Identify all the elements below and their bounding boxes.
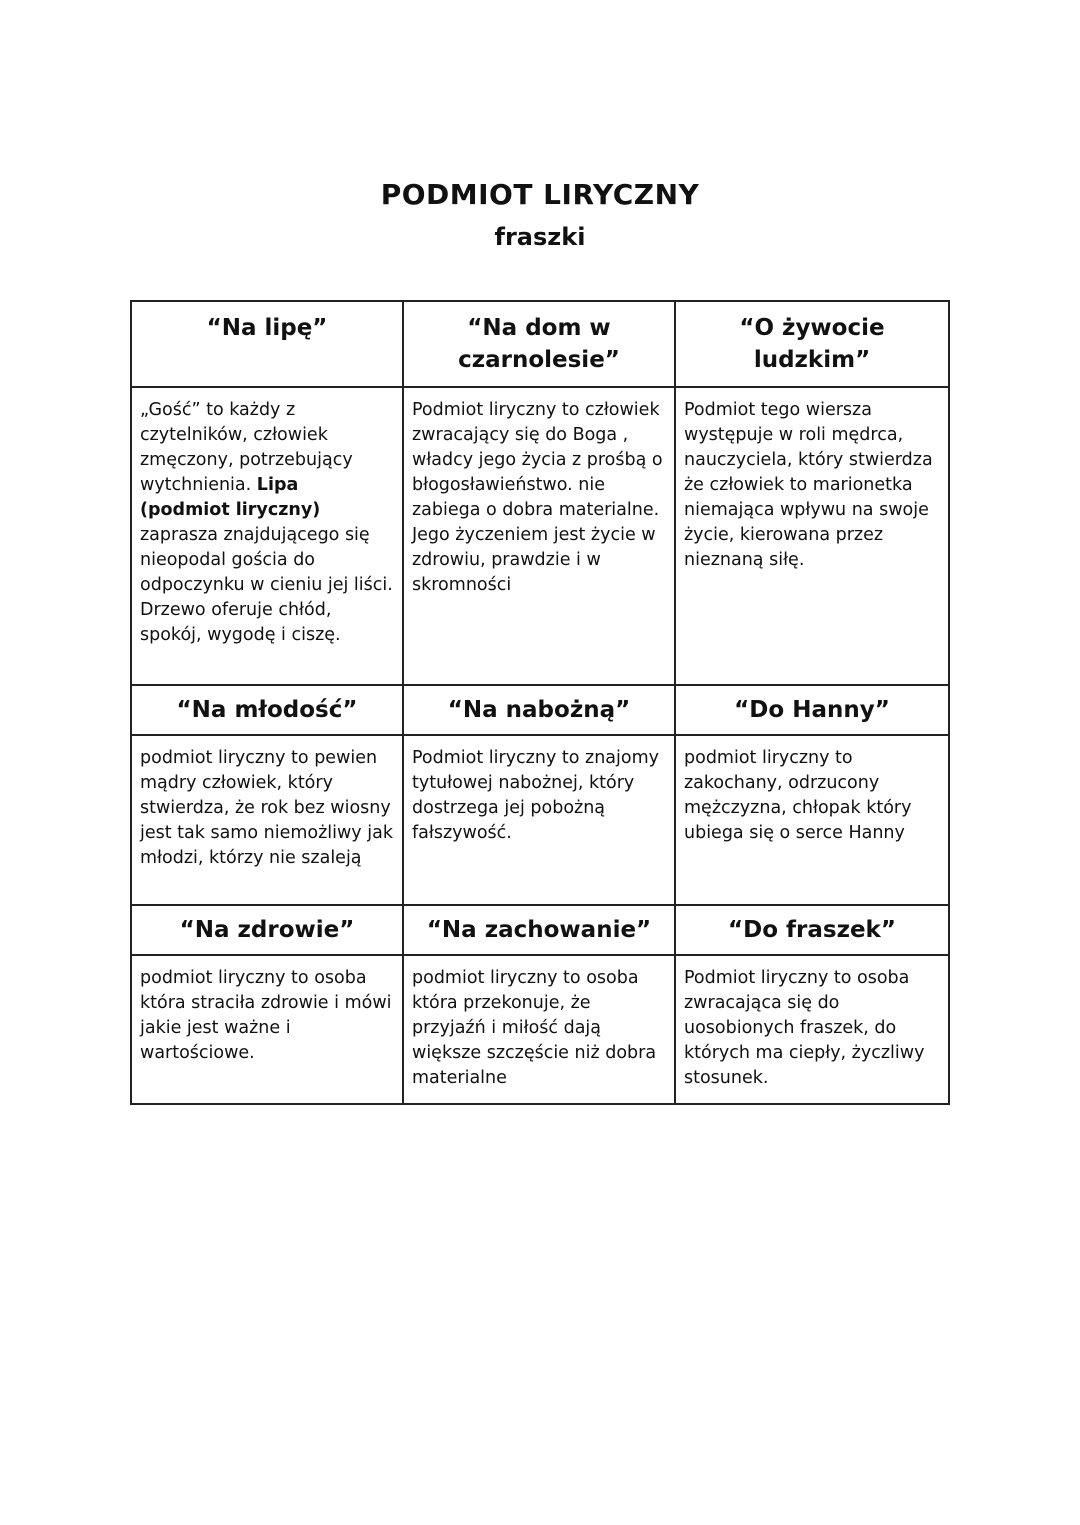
cell-text-na-dom-w-czarnolesie: Podmiot liryczny to człowiek zwracający się do Boga , władcy jego życia z prośbą o błogosławieństwo. nie zabiega o dobra materialne. Jego życzeniem jest życie w zdrowiu, prawdzie i w skromności <box>403 387 675 685</box>
cell-text-na-lipe <box>131 387 403 685</box>
table-row <box>131 685 949 735</box>
cell-text-do-hanny: podmiot liryczny to zakochany, odrzucony mężczyzna, chłopak który ubiega się o serce Hanny <box>675 735 949 905</box>
cell-heading-do-hanny: “Do Hanny” <box>675 685 949 735</box>
fraszki-table <box>130 300 950 1105</box>
table-row <box>131 905 949 955</box>
page-title: PODMIOT LIRYCZNY <box>380 178 700 211</box>
cell-heading-na-zachowanie: “Na zachowanie” <box>403 905 675 955</box>
cell-text-part: zaprasza znajdującego się nieopodal gościa do odpoczynku w cieniu jej liści. Drzewo oferuje chłód, spokój, wygodę i ciszę. <box>140 525 393 645</box>
cell-text-na-zachowanie: podmiot liryczny to osoba która przekonuje, że przyjaźń i miłość dają większe szczęście niż dobra materialne <box>403 955 675 1104</box>
page-subtitle: fraszki <box>494 223 586 251</box>
table-row <box>131 735 949 905</box>
cell-heading-na-nabozna: “Na nabożną” <box>403 685 675 735</box>
cell-text-na-zdrowie: podmiot liryczny to osoba która straciła zdrowie i mówi jakie jest ważne i wartościowe. <box>131 955 403 1104</box>
cell-text-na-nabozna: Podmiot liryczny to znajomy tytułowej nabożnej, który dostrzega jej pobożną fałszywość. <box>403 735 675 905</box>
table-row <box>131 387 949 685</box>
cell-text-bold: Lipa (podmiot liryczny) <box>140 475 321 520</box>
cell-heading-do-fraszek: “Do fraszek” <box>675 905 949 955</box>
cell-heading-na-dom-w-czarnolesie: “Na dom w czarnolesie” <box>403 301 675 387</box>
cell-text-part: „Gość” to każdy z czytelników, człowiek zmęczony, potrzebujący wytchnienia. <box>140 400 353 495</box>
cell-heading-na-zdrowie: “Na zdrowie” <box>131 905 403 955</box>
cell-heading-na-mlodosc: “Na młodość” <box>131 685 403 735</box>
cell-text-o-zywocie-ludzkim: Podmiot tego wiersza występuje w roli mędrca, nauczyciela, który stwierdza że człowiek to marionetka niemająca wpływu na swoje życie, kierowana przez nieznaną siłę. <box>675 387 949 685</box>
table-row <box>131 301 949 387</box>
cell-text-na-mlodosc: podmiot liryczny to pewien mądry człowiek, który stwierdza, że rok bez wiosny jest tak samo niemożliwy jak młodzi, którzy nie szaleją <box>131 735 403 905</box>
cell-heading-na-lipe: “Na lipę” <box>131 301 403 387</box>
table-row <box>131 955 949 1104</box>
cell-heading-o-zywocie-ludzkim: “O żywocie ludzkim” <box>675 301 949 387</box>
cell-text-do-fraszek: Podmiot liryczny to osoba zwracająca się do uosobionych fraszek, do których ma ciepły, życzliwy stosunek. <box>675 955 949 1104</box>
